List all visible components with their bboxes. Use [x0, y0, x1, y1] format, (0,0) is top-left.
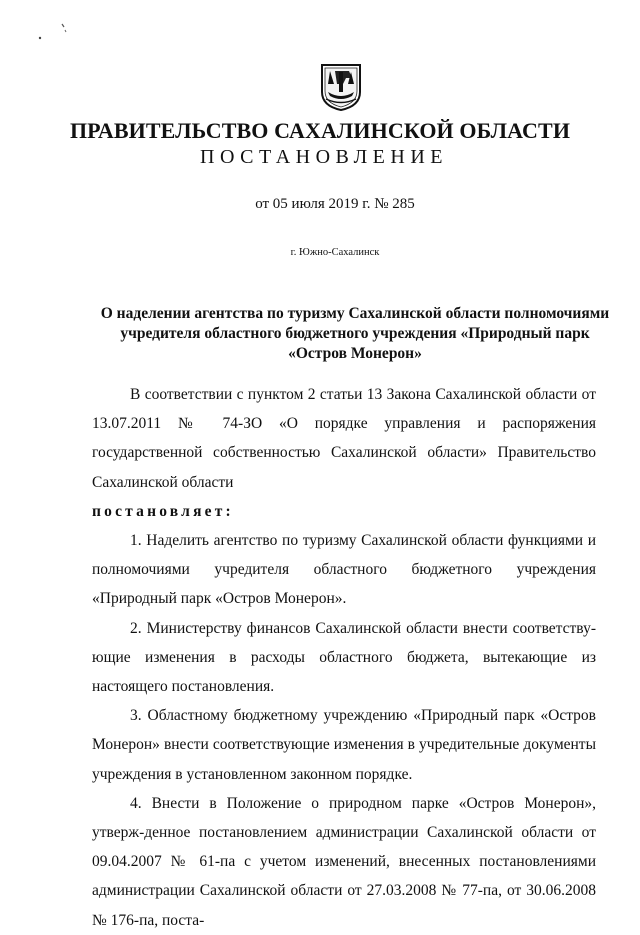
subject-line: «Остров Монерон»	[288, 345, 422, 362]
subject-line: учредителя областного бюджетного учреждения «Природный парк	[120, 325, 590, 342]
document-body	[92, 380, 596, 935]
resolution-item: 1. Наделить агентство по туризму Сахалинской области функциями и полномочиями учредителя областного бюджетного учреждения «Природный парк «Остров Монерон».	[92, 532, 596, 608]
subject-line: О наделении агентства по туризму Сахалинской области полномочиями	[100, 305, 610, 322]
document-type: ПОСТАНОВЛЕНИЕ	[200, 146, 448, 168]
resolution-item: 4. Внести в Положение о природном парке «Остров Монерон», утверж-денное постановлением администрации Сахалинской области от 09.04.2007 № 61-па с учетом изменений, внесенных постановлениями администрации Сахалинской области от 27.03.2008 № 77-па, от 30.06.2008 № 176-па, поста-	[92, 794, 596, 929]
resolution-item: 3. Областному бюджетному учреждению «Природный парк «Остров Монерон» внести соответствующие изменения в учредительные документы учреждения в установленном законном порядке.	[92, 707, 596, 783]
date-and-number: от 05 июля 2019 г. № 285	[255, 196, 415, 212]
preamble-paragraph: В соответствии с пунктом 2 статьи 13 Закона Сахалинской области от 13.07.2011 № 74-ЗО «О порядке управления и распоряжения государственной собственностью Сахалинской области» Правительство Сахалинской области	[92, 386, 596, 491]
resolves-keyword: постановляет:	[92, 502, 234, 520]
sakhalin-coat-of-arms-icon	[319, 62, 363, 112]
scan-artifact	[38, 20, 78, 50]
resolution-item: 2. Министерству финансов Сахалинской области внести соответству-ющие изменения в расходы областного бюджета, вытекающие из настоящего постановления.	[92, 619, 596, 696]
government-title: ПРАВИТЕЛЬСТВО САХАЛИНСКОЙ ОБЛАСТИ	[69, 118, 571, 143]
city: г. Южно-Сахалинск	[290, 247, 380, 258]
document-subject	[100, 304, 610, 364]
